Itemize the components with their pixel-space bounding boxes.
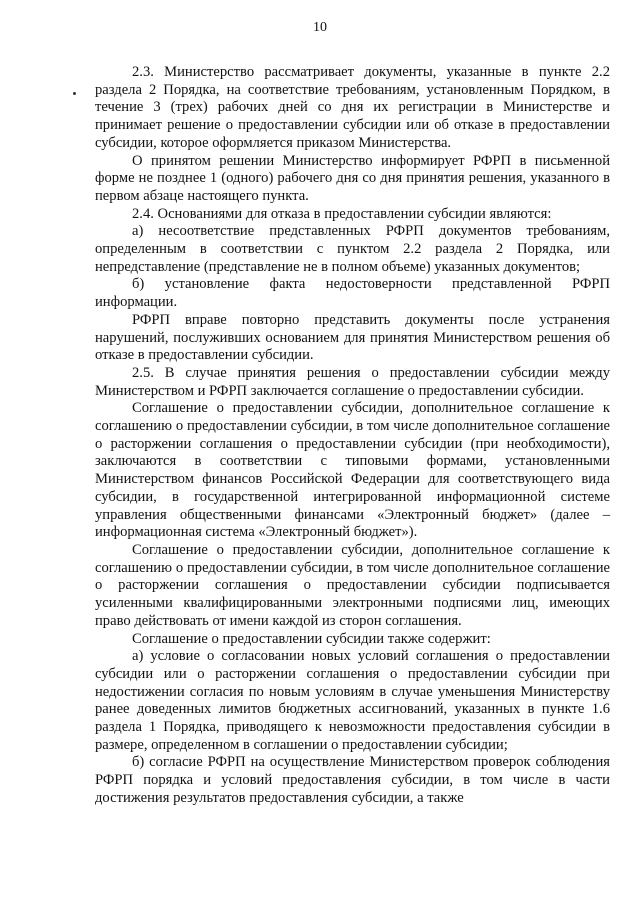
paragraph: б) установление факта недостоверности представленной РФРП информации. bbox=[95, 276, 610, 311]
paragraph: О принятом решении Министерство информирует РФРП в письменной форме не позднее 1 (одного) рабочего дня со дня принятия решения, указанного в первом абзаце настоящего пункта. bbox=[95, 152, 610, 204]
paragraph: б) согласие РФРП на осуществление Министерством проверок соблюдения РФРП порядка и условий предоставления субсидии, в том числе в части достижения результатов предоставления субсидии, а также bbox=[95, 754, 610, 806]
paragraph: Соглашение о предоставлении субсидии также содержит: bbox=[132, 630, 491, 647]
paragraph: Соглашение о предоставлении субсидии, дополнительное соглашение к соглашению о предоставлении субсидии, в том числе дополнительное соглашение о расторжении соглашения о предоставлении субсидии (при необходимости), заключаются в соответствии с типовыми формами, установленными Министерством финансов Российской Федерации для соответствующего вида субсидии, в государственной интегрированной информационной системе управления общественными финансами «Электронный бюджет» (далее – информационная система «Электронный бюджет»). bbox=[95, 400, 610, 541]
paragraph: а) условие о согласовании новых условий соглашения о предоставлении субсидии или о расторжении соглашения о предоставлении субсидии при недостижении согласия по новым условиям в случае уменьшения Министерству ранее доведенных лимитов бюджетных ассигнований, указанных в пункте 1.6 раздела 1 Порядка, приводящего к невозможности предоставления субсидии в размере, определенном в соглашении о предоставлении субсидии; bbox=[95, 648, 610, 753]
paragraph: 2.5. В случае принятия решения о предоставлении субсидии между Министерством и РФРП заключается соглашение о предоставлении субсидии. bbox=[95, 364, 610, 399]
scan-speck bbox=[73, 92, 76, 95]
paragraph: а) несоответствие представленных РФРП документов требованиям, определенным в соответствии с пунктом 2.2 раздела 2 Порядка, или непредставление (представление не в полном объеме) указанных документов; bbox=[95, 223, 610, 275]
paragraph: РФРП вправе повторно представить документы после устранения нарушений, послуживших основанием для принятия Министерством решения об отказе в предоставлении субсидии. bbox=[95, 311, 610, 364]
document-body bbox=[95, 64, 610, 808]
page-number: 10 bbox=[313, 20, 327, 35]
paragraph: 2.3. Министерство рассматривает документы, указанные в пункте 2.2 раздела 2 Порядка, на соответствие требованиям, установленным Порядком, в течение 3 (трех) рабочих дней со дня их регистрации в Министерстве и принимает решение о предоставлении субсидии или об отказе в предоставлении субсидии, которое оформляется приказом Министерства. bbox=[95, 64, 610, 151]
paragraph: Соглашение о предоставлении субсидии, дополнительное соглашение к соглашению о предоставлении субсидии, в том числе дополнительное соглашение о расторжении соглашения о предоставлении субсидии подписывается усиленными квалифицированными электронными подписями лиц, имеющих право действовать от имени каждой из сторон соглашения. bbox=[95, 541, 610, 629]
paragraph: 2.4. Основаниями для отказа в предоставлении субсидии являются: bbox=[132, 205, 552, 222]
